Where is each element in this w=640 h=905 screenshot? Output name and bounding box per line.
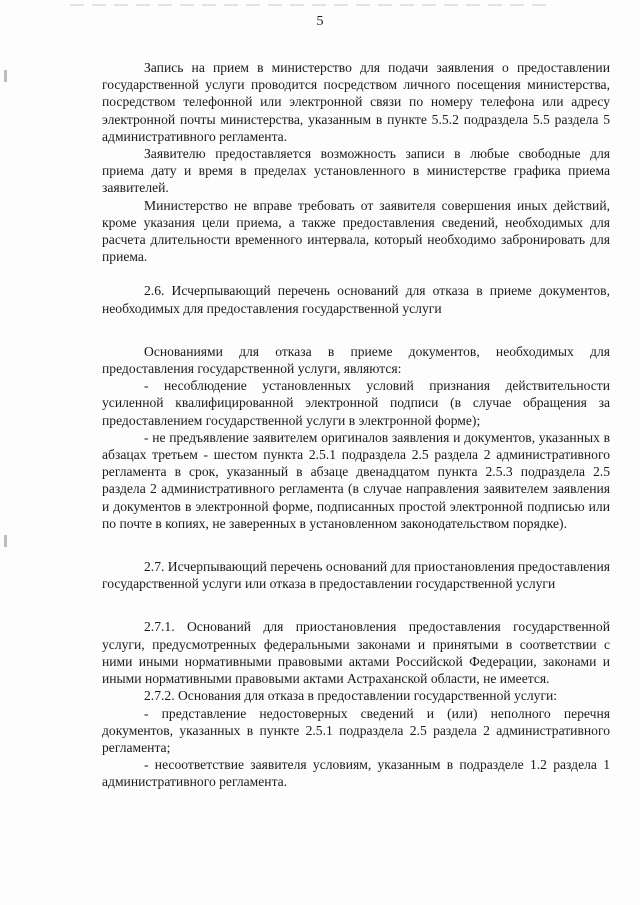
list-item-signature: - несоблюдение установленных условий признания действительности усиленной квалифицированной электронной подписи (в случае обращения за предоставлением государственной услуги в электронной форме); bbox=[102, 378, 610, 428]
document-body bbox=[102, 59, 610, 791]
paragraph-ministry-restrictions: Министерство не вправе требовать от заявителя совершения иных действий, кроме указания цели приема, а также предоставления сведений, необходимых для расчета длительности временного интервала, который необходимо забронировать для приема. bbox=[102, 197, 610, 265]
scan-edge-mark bbox=[4, 70, 7, 82]
paragraph-2-7-2: 2.7.2. Основания для отказа в предоставлении государственной услуги: bbox=[144, 688, 558, 704]
section-heading-2-7: 2.7. Исчерпывающий перечень оснований для приостановления предоставления государственной услуги или отказа в предоставлении государственной услуги bbox=[102, 559, 610, 592]
list-item-originals: - не предъявление заявителем оригиналов заявления и документов, указанных в абзацах третьем - шестом пункта 2.5.1 подраздела 2.5 раздела 2 административного регламента в срок, указанный в абзаце двенадцатом пункта 2.5.3 подраздела 2.5 раздела 2 административного регламента (в случае направления заявителем заявления и документов в электронной форме, подписанных простой электронной подписью или по почте в копиях, не заверенных в установленном законодательством порядке). bbox=[102, 429, 610, 531]
list-item-false-info: - представление недостоверных сведений и (или) неполного перечня документов, указанных в пункте 2.5.1 подраздела 2.5 раздела 2 административного регламента; bbox=[102, 705, 610, 755]
paragraph-appointment-booking: Запись на прием в министерство для подачи заявления о предоставлении государственной услуги проводится посредством личного посещения министерства, посредством телефонной или электронной связи по номеру телефона или адресу электронной почты министерства, указанным в пункте 5.5.2 подраздела 5.5 раздела 5 административного регламента. bbox=[102, 60, 610, 144]
list-item-nonconformity: - несоответствие заявителя условиям, указанным в подразделе 1.2 раздела 1 административного регламента. bbox=[102, 757, 610, 790]
page-number: 5 bbox=[316, 14, 324, 29]
paragraph-free-slots: Заявителю предоставляется возможность записи в любые свободные для приема дату и время в пределах установленного в министерстве графика приема заявителей. bbox=[102, 146, 610, 196]
scan-edge-mark bbox=[4, 535, 7, 547]
section-heading-2-6: 2.6. Исчерпывающий перечень оснований для отказа в приеме документов, необходимых для предоставления государственной услуги bbox=[102, 283, 610, 316]
scan-artifact-top bbox=[70, 4, 550, 6]
paragraph-refusal-grounds-intro: Основаниями для отказа в приеме документов, необходимых для предоставления государственной услуги, являются: bbox=[102, 343, 610, 377]
paragraph-2-7-1: 2.7.1. Оснований для приостановления предоставления государственной услуги, предусмотренных федеральными законами и принятыми в соответствии с ними иными нормативными правовыми актами Российской Федерации, законами и иными нормативными правовыми актами Астраханской области, не имеется. bbox=[102, 619, 610, 687]
